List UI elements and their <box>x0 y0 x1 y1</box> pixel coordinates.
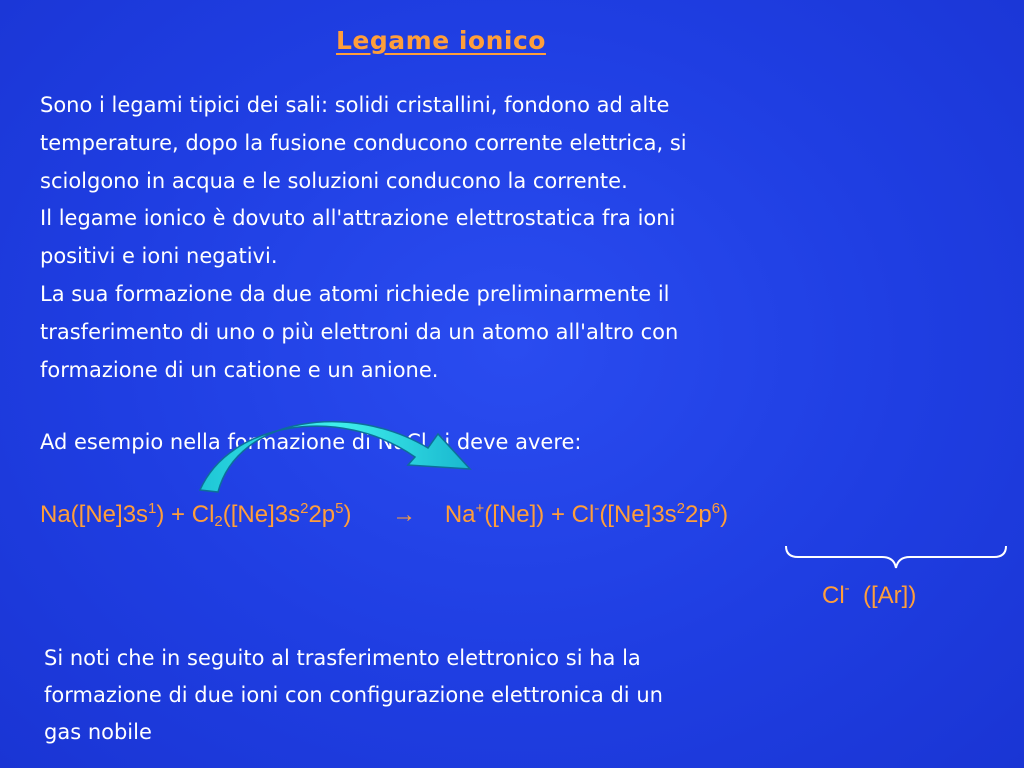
cl-ion-p-orbital: 2p <box>685 501 712 528</box>
cl-config: ([Ne]3s <box>222 501 301 528</box>
intro-line: Il legame ionico è dovuto all'attrazione elettrostatica fra ioni <box>40 206 676 231</box>
intro-line: temperature, dopo la fusione conducono corrente elettrica, si <box>40 130 687 155</box>
reaction-equation <box>40 500 728 530</box>
cl-p-orbital: 2p <box>308 501 336 528</box>
argon-config: ([Ar]) <box>849 582 917 609</box>
note-paragraph <box>44 640 994 751</box>
slide-title: Legame ionico <box>336 26 546 55</box>
reaction-arrow-icon: → <box>392 501 417 528</box>
note-line: Si noti che in seguito al trasferimento elettronico si ha la <box>44 646 641 670</box>
electron-transfer-arrow-icon <box>170 412 490 502</box>
cl-ion-config: ([Ne]3s <box>599 501 677 528</box>
note-line: formazione di due ioni con configurazione elettronica di un <box>44 683 663 707</box>
intro-line: positivi e ioni negativi. <box>40 244 278 269</box>
intro-line: formazione di un catione e un anione. <box>40 357 439 382</box>
chloride-symbol: Cl <box>822 582 845 609</box>
intro-line: La sua formazione da due atomi richiede preliminarmente il <box>40 281 670 306</box>
chloride-charge: - <box>844 580 850 597</box>
cl-subscript: 2 <box>214 513 223 530</box>
products <box>445 500 728 529</box>
cl-ion-charge: - <box>594 500 600 517</box>
cl-p-exponent: 5 <box>335 500 344 517</box>
note-line: gas nobile <box>44 720 152 744</box>
cl-ion-p-exponent: 6 <box>711 500 721 517</box>
example-line: Ad esempio nella formazione di NaCl si deve avere: <box>40 430 582 454</box>
intro-line: trasferimento di uno o più elettroni da un atomo all'altro con <box>40 319 679 344</box>
na-exponent: 1 <box>148 500 157 517</box>
intro-line: Sono i legami tipici dei sali: solidi cristallini, fondono ad alte <box>40 93 670 117</box>
chloride-noble-config <box>822 580 916 610</box>
curly-brace-icon <box>782 542 1012 572</box>
reactant-na <box>40 500 352 530</box>
intro-line: sciolgono in acqua e le soluzioni conducono la corrente. <box>40 168 628 193</box>
na-ion-config: ([Ne]) + Cl <box>484 501 595 528</box>
intro-paragraph <box>40 87 990 389</box>
na-ion: Na <box>444 501 476 528</box>
na-ion-charge: + <box>475 500 485 517</box>
cl-close: ) <box>343 501 352 528</box>
cl-ion-close: ) <box>720 501 729 528</box>
plus-cl: ) + Cl <box>156 501 215 528</box>
na-config: Na([Ne]3s <box>40 501 149 528</box>
cl-ion-s-exponent: 2 <box>676 500 686 517</box>
cl-s-exponent: 2 <box>300 500 309 517</box>
